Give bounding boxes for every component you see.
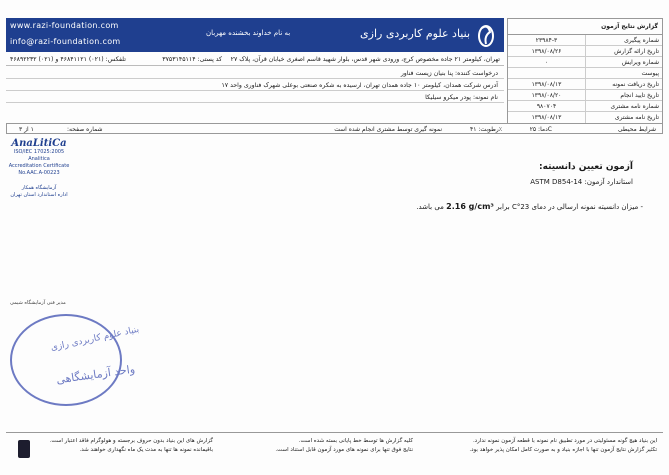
conditions-label: شرایط محیطی	[617, 126, 656, 133]
temperature-value: دما: ۲۵C	[529, 126, 552, 133]
bismillah-text: به نام خداوند بخشنده مهربان	[206, 29, 291, 37]
sampling-note: نمونه گیری توسط مشتری انجام شده است	[334, 126, 442, 133]
test-result: - میزان دانسیته نمونه ارسالی در دمای 23°C برابر 2.16 g/cm³ می باشد.	[416, 202, 643, 211]
phone-number: تلفکس: (۰۲۱) ۴۶۸۴۱۱۲۱ و (۰۲۱) ۴۶۸۹۲۲۳۲	[10, 56, 126, 63]
accreditor-name: Analitica	[28, 156, 50, 162]
table-row: شماره ویرایش ۰	[508, 57, 662, 68]
razi-logo-icon	[474, 22, 498, 48]
footer-notes	[6, 432, 663, 466]
address-bar	[6, 53, 504, 66]
footer-note: کلیه گزارش ها توسط خط پایانی بسته شده است.	[298, 438, 413, 444]
humidity-value: رطوبت: ۴۱٪	[470, 126, 502, 133]
table-row: شماره پیگیری ۲۳۹۸۴-۳	[508, 35, 662, 46]
footer-note: تکثیر گزارش نتایج آزمون تنها با اجازه بنیاد و به صورت کامل امکان پذیر خواهد بود.	[469, 447, 657, 453]
partner-lab-2: اداره استاندارد استان تهران	[10, 192, 68, 198]
address-text: تهران، کیلومتر ۲۱ جاده مخصوص کرج، ورودی شهر قدس، بلوار شهید قاسم اصغری خیابان قرآن، پلاک ۲۷	[230, 56, 500, 63]
sample-name-line: نام نمونه: پودر میکرو سیلیکا	[6, 91, 504, 103]
footer-note: باقیمانده نمونه ها تنها به مدت یک ماه نگهداری خواهند شد.	[79, 447, 213, 453]
header-band	[6, 18, 504, 52]
table-row: تاریخ تایید انجام ۱۳۹۸/۰۸/۲۰	[508, 90, 662, 101]
table-row: تاریخ دریافت نمونه ۱۳۹۸/۰۸/۱۳	[508, 79, 662, 90]
table-row: تاریخ نامه مشتری ۱۳۹۸/۰۸/۱۳	[508, 112, 662, 123]
footer-note: گزارش های این بنیاد بدون حروف برجسته و هولوگرام فاقد اعتبار است.	[49, 438, 213, 444]
table-row: پیوست	[508, 68, 662, 79]
customer-info	[6, 67, 504, 103]
seal-stamp: بنیاد علوم کاربردی رازی واحد آزمایشگاهی	[10, 314, 122, 406]
conditions-row	[6, 123, 663, 134]
page-number: ۱ از ۳	[19, 126, 34, 133]
website-link[interactable]: www.razi-foundation.com	[10, 21, 119, 30]
test-title: آزمون تعیین دانسیته:	[539, 162, 633, 172]
partner-lab: آزمایشگاه همکار	[21, 185, 57, 191]
email-link[interactable]: info@razi-foundation.com	[10, 37, 121, 46]
density-value: 2.16 g/cm³	[446, 202, 494, 211]
report-info-title: گزارش نتایج آزمون	[508, 19, 662, 35]
customer-address-line: آدرس شرکت همدان، کیلومتر ۱۰ جاده همدان تهران، ارسیده به شکره صنعتی بوعلی شهرک فناوری واحد ۱۷	[6, 79, 504, 91]
brand-name: بنیاد علوم کاربردی رازی	[360, 27, 470, 40]
footer-note: این بنیاد هیچ گونه مسئولیتی در مورد تطبیق نام نمونه با قطعه آزمون نمونه ندارد.	[472, 438, 657, 444]
page-label: شماره صفحه:	[67, 126, 103, 133]
test-standard: استاندارد آزمون: ASTM D854-14	[530, 178, 633, 186]
test-result-section	[80, 140, 663, 430]
footer-note: نتایج فوق تنها برای نمونه های مورد آزمون قابل استناد است.	[275, 447, 413, 453]
signature-line: مدیر فنی آزمایشگاه شیمی	[10, 300, 66, 306]
table-row: شماره نامه مشتری ۹۸۰۷۰۴	[508, 101, 662, 112]
analitica-logo: AnaLitiCa	[11, 138, 67, 149]
hologram-chip-icon	[18, 440, 30, 458]
accreditation-title: Accreditation Certificate	[8, 163, 70, 169]
table-row: تاریخ ارائه گزارش ۱۳۹۸/۰۸/۲۶	[508, 46, 662, 57]
requester-line: درخواست کننده: پنا بنیان زیست فناور	[6, 67, 504, 79]
iso-cert: ISO/IEC 17025:2005	[13, 149, 65, 155]
postal-code: کد پستی: ۳۷۵۳۱۴۵۱۱۴	[162, 56, 222, 63]
report-info-table	[507, 18, 663, 124]
accreditation-number: No.AAC.A-00223	[18, 170, 60, 176]
